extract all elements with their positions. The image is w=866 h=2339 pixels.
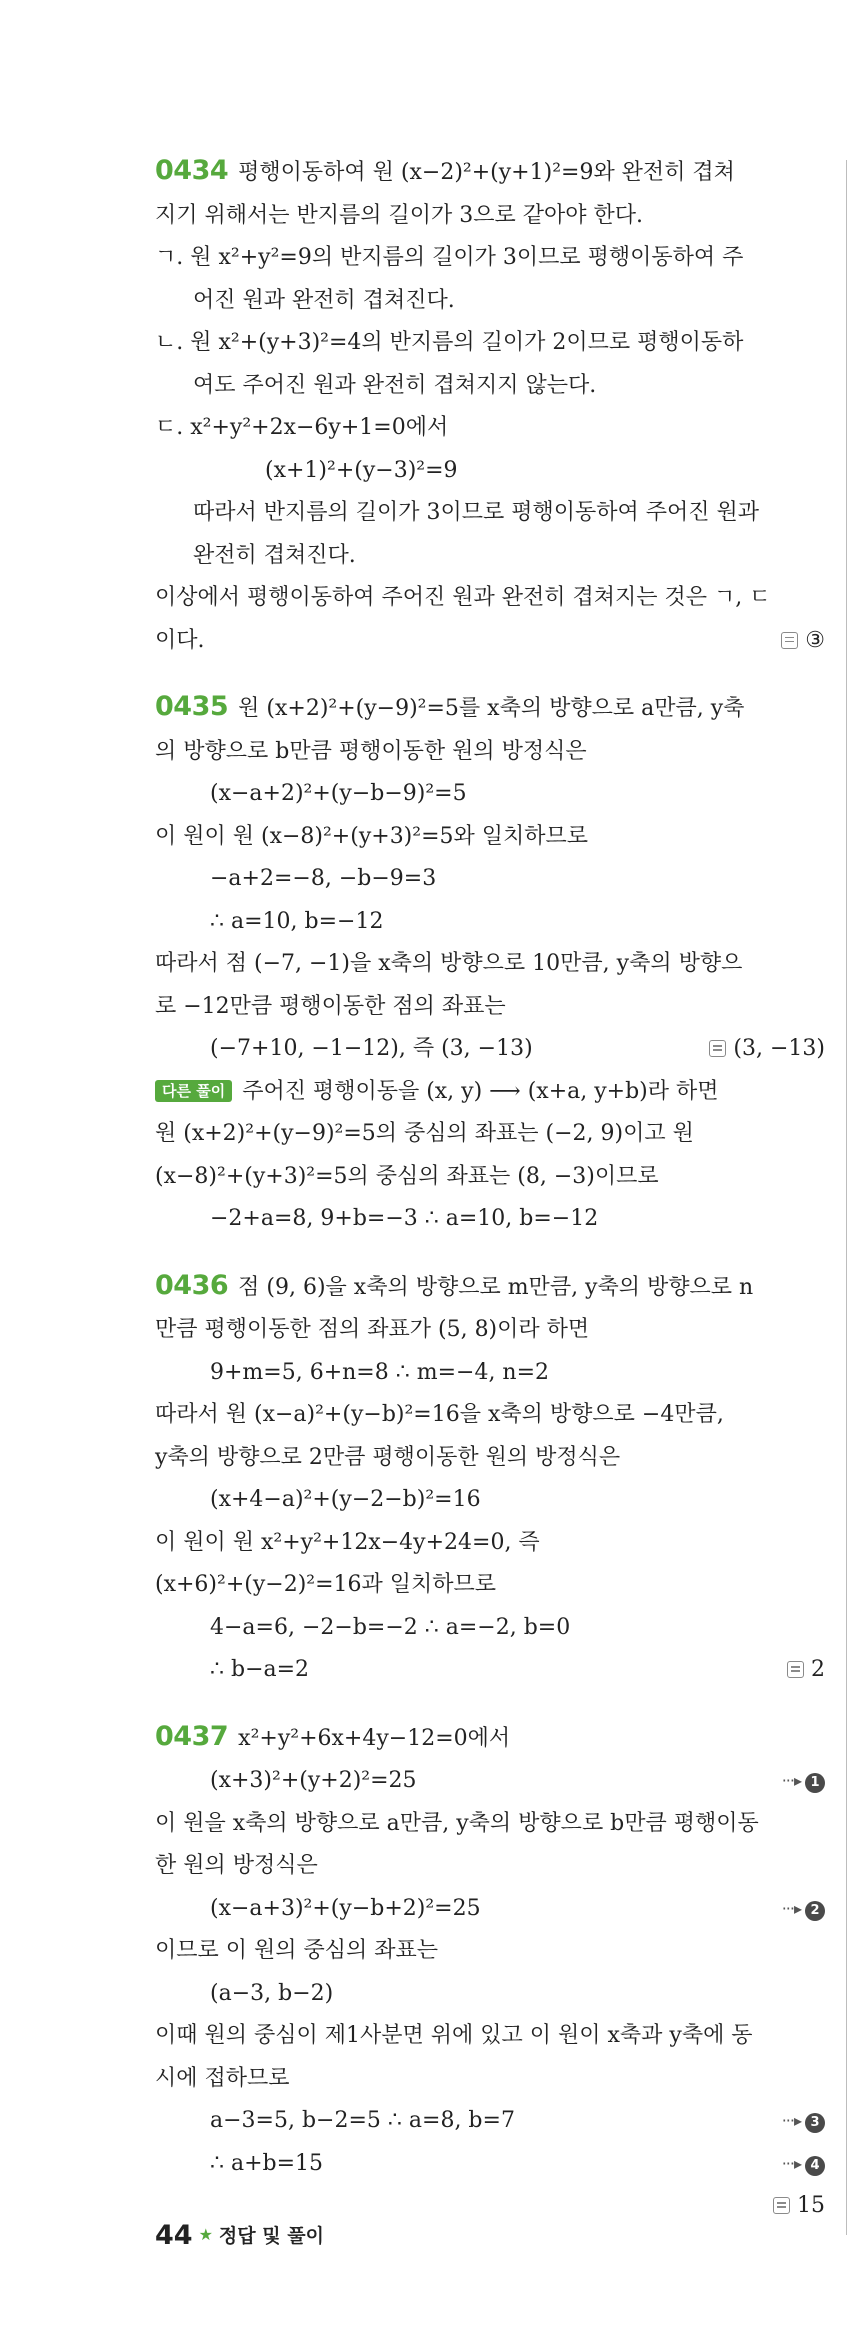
step-number: 2 bbox=[805, 1901, 825, 1921]
line-text: 어진 원과 완전히 겹쳐진다. bbox=[193, 287, 455, 313]
step-marker bbox=[782, 2143, 825, 2186]
arrow-icon: ···▸ bbox=[781, 1771, 801, 1790]
solution-line bbox=[155, 1522, 825, 1565]
answer bbox=[773, 2185, 825, 2228]
line-text: 주어진 평행이동을 (x, y) ⟶ (x+a, y+b)라 하면 bbox=[242, 1078, 719, 1104]
solution-line bbox=[155, 150, 825, 195]
line-text: 여도 주어진 원과 완전히 겹쳐지지 않는다. bbox=[193, 372, 597, 398]
line-text: ∴ a=10, b=−12 bbox=[210, 908, 384, 934]
solution-line bbox=[155, 450, 825, 493]
line-text: (a−3, b−2) bbox=[210, 1980, 334, 2006]
solution-line bbox=[155, 1649, 825, 1692]
line-text: (x+3)²+(y+2)²=25 bbox=[210, 1768, 417, 1793]
line-text: 이므로 이 원의 중심의 좌표는 bbox=[155, 1938, 438, 1963]
page-number: 44 bbox=[155, 2220, 193, 2251]
line-text: (x−8)²+(y+3)²=5의 중심의 좌표는 (8, −3)이므로 bbox=[155, 1163, 659, 1189]
line-text: 완전히 겹쳐진다. bbox=[193, 542, 356, 568]
line-text: x²+y²+6x+4y−12=0에서 bbox=[238, 1725, 511, 1751]
solution-line bbox=[155, 816, 825, 859]
solution-line bbox=[155, 620, 825, 663]
step-marker bbox=[782, 1888, 825, 1931]
solution-line bbox=[155, 773, 825, 816]
problem-0434 bbox=[155, 150, 825, 662]
star-icon: ★ bbox=[198, 2225, 213, 2244]
solution-line bbox=[155, 322, 825, 365]
solution-line bbox=[155, 1028, 825, 1071]
problem-number: 0437 bbox=[155, 1720, 229, 1752]
answer-value: (3, −13) bbox=[733, 1036, 825, 1061]
solution-line bbox=[155, 1760, 825, 1803]
line-text: 이 원을 x축의 방향으로 a만큼, y축의 방향으로 b만큼 평행이동 bbox=[155, 1810, 759, 1836]
line-text: y축의 방향으로 2만큼 평행이동한 원의 방정식은 bbox=[155, 1444, 621, 1470]
solution-line bbox=[155, 943, 825, 986]
line-text: (x+1)²+(y−3)²=9 bbox=[265, 457, 458, 483]
answer bbox=[787, 1649, 825, 1692]
answer-value: ③ bbox=[805, 627, 825, 653]
problem-0436 bbox=[155, 1265, 825, 1692]
solution-line bbox=[155, 407, 825, 450]
solution-line bbox=[155, 1479, 825, 1522]
solution-line bbox=[155, 1071, 825, 1114]
line-text: 따라서 점 (−7, −1)을 x축의 방향으로 10만큼, y축의 방향으 bbox=[155, 951, 743, 976]
answer-icon bbox=[781, 632, 798, 649]
line-text: 따라서 반지름의 길이가 3이므로 평행이동하여 주어진 원과 bbox=[193, 500, 760, 525]
solution-line bbox=[155, 1845, 825, 1888]
step-marker bbox=[782, 2100, 825, 2143]
solution-line bbox=[155, 901, 825, 944]
line-text: ㄴ. 원 x²+(y+3)²=4의 반지름의 길이가 2이므로 평행이동하 bbox=[155, 330, 744, 355]
line-text: 이 원이 원 (x−8)²+(y+3)²=5와 일치하므로 bbox=[155, 823, 589, 849]
answer-value: 15 bbox=[797, 2193, 825, 2218]
arrow-icon: ···▸ bbox=[781, 1898, 801, 1918]
line-text: (−7+10, −1−12), 즉 (3, −13) bbox=[210, 1036, 533, 1061]
solution-line bbox=[155, 1156, 825, 1199]
problem-0435 bbox=[155, 686, 825, 1241]
line-text: 4−a=6, −2−b=−2 ∴ a=−2, b=0 bbox=[210, 1614, 571, 1640]
solution-line bbox=[155, 1564, 825, 1607]
line-text: 이 원이 원 x²+y²+12x−4y+24=0, 즉 bbox=[155, 1529, 540, 1555]
line-text: (x−a+3)²+(y−b+2)²=25 bbox=[210, 1895, 481, 1921]
line-text: ∴ a+b=15 bbox=[210, 2150, 324, 2176]
line-text: 따라서 원 (x−a)²+(y−b)²=16을 x축의 방향으로 −4만큼, bbox=[155, 1402, 724, 1427]
problem-number: 0436 bbox=[155, 1269, 229, 1301]
solution-line bbox=[155, 1198, 825, 1241]
arrow-icon: ···▸ bbox=[781, 2111, 801, 2130]
step-number: 1 bbox=[805, 1773, 825, 1793]
solution-line bbox=[155, 1716, 825, 1761]
solution-line bbox=[155, 577, 825, 620]
solution-line bbox=[155, 2015, 825, 2058]
line-text: ∴ b−a=2 bbox=[210, 1657, 310, 1682]
line-text: 평행이동하여 원 (x−2)²+(y+1)²=9와 완전히 겹쳐 bbox=[238, 160, 735, 185]
answer-value: 2 bbox=[811, 1657, 825, 1682]
solution-line bbox=[155, 1930, 825, 1973]
line-text: −2+a=8, 9+b=−3 ∴ a=10, b=−12 bbox=[210, 1206, 599, 1231]
solution-content bbox=[155, 150, 825, 2252]
solution-line bbox=[155, 1888, 825, 1931]
answer bbox=[781, 620, 825, 663]
column-divider bbox=[846, 160, 847, 2235]
problem-number: 0435 bbox=[155, 691, 229, 722]
solution-line bbox=[155, 731, 825, 774]
step-number: 4 bbox=[805, 2156, 825, 2176]
solution-line bbox=[155, 1265, 825, 1310]
line-text: 로 −12만큼 평행이동한 점의 좌표는 bbox=[155, 993, 506, 1019]
page-footer bbox=[155, 2220, 324, 2251]
line-text: (x+6)²+(y−2)²=16과 일치하므로 bbox=[155, 1572, 497, 1597]
line-text: 한 원의 방정식은 bbox=[155, 1853, 318, 1878]
solution-line bbox=[155, 986, 825, 1029]
answer-icon bbox=[773, 2197, 790, 2214]
line-text: ㄷ. x²+y²+2x−6y+1=0에서 bbox=[155, 415, 449, 440]
alt-solution-badge: 다른 풀이 bbox=[155, 1080, 232, 1102]
solution-line bbox=[155, 1352, 825, 1395]
line-text: a−3=5, b−2=5 ∴ a=8, b=7 bbox=[210, 2108, 515, 2133]
solution-line bbox=[155, 1437, 825, 1480]
solution-line bbox=[155, 195, 825, 238]
solution-line bbox=[155, 280, 825, 323]
solution-line bbox=[155, 1394, 825, 1437]
line-text: 지기 위해서는 반지름의 길이가 3으로 같아야 한다. bbox=[155, 202, 643, 228]
solution-line bbox=[155, 237, 825, 280]
solution-line bbox=[155, 535, 825, 578]
solution-line bbox=[155, 1309, 825, 1352]
line-text: 점 (9, 6)을 x축의 방향으로 m만큼, y축의 방향으로 n bbox=[238, 1274, 754, 1300]
solution-line bbox=[155, 1607, 825, 1650]
line-text: 시에 접하므로 bbox=[155, 2065, 290, 2091]
solution-line bbox=[155, 2100, 825, 2143]
line-text: ㄱ. 원 x²+y²=9의 반지름의 길이가 3이므로 평행이동하여 주 bbox=[155, 245, 744, 270]
solution-line bbox=[155, 2143, 825, 2186]
solution-line bbox=[155, 365, 825, 408]
line-text: (x+4−a)²+(y−2−b)²=16 bbox=[210, 1487, 481, 1512]
line-text: (x−a+2)²+(y−b−9)²=5 bbox=[210, 781, 467, 806]
problem-0437 bbox=[155, 1716, 825, 2228]
line-text: 의 방향으로 b만큼 평행이동한 원의 방정식은 bbox=[155, 738, 587, 764]
step-number: 3 bbox=[805, 2113, 825, 2133]
line-text: 이때 원의 중심이 제1사분면 위에 있고 이 원이 x축과 y축에 동 bbox=[155, 2023, 753, 2048]
solution-line bbox=[155, 1973, 825, 2016]
solution-line bbox=[155, 1803, 825, 1846]
line-text: 9+m=5, 6+n=8 ∴ m=−4, n=2 bbox=[210, 1359, 550, 1385]
line-text: 만큼 평행이동한 점의 좌표가 (5, 8)이라 하면 bbox=[155, 1317, 590, 1342]
problem-number: 0434 bbox=[155, 155, 229, 186]
line-text: 원 (x+2)²+(y−9)²=5를 x축의 방향으로 a만큼, y축 bbox=[238, 696, 745, 721]
solution-line bbox=[155, 2058, 825, 2101]
arrow-icon: ···▸ bbox=[781, 2153, 801, 2173]
footer-title: 정답 및 풀이 bbox=[218, 2225, 324, 2247]
answer bbox=[709, 1028, 825, 1071]
step-marker bbox=[782, 1760, 825, 1803]
solution-line bbox=[155, 492, 825, 535]
solution-line bbox=[155, 686, 825, 731]
line-text: −a+2=−8, −b−9=3 bbox=[210, 866, 437, 891]
line-text: 이상에서 평행이동하여 주어진 원과 완전히 겹쳐지는 것은 ㄱ, ㄷ bbox=[155, 585, 771, 610]
solution-line bbox=[155, 1113, 825, 1156]
answer-icon bbox=[709, 1040, 726, 1057]
solution-line bbox=[155, 858, 825, 901]
answer-icon bbox=[787, 1661, 804, 1678]
line-text: 원 (x+2)²+(y−9)²=5의 중심의 좌표는 (−2, 9)이고 원 bbox=[155, 1121, 694, 1146]
line-text: 이다. bbox=[155, 627, 205, 653]
